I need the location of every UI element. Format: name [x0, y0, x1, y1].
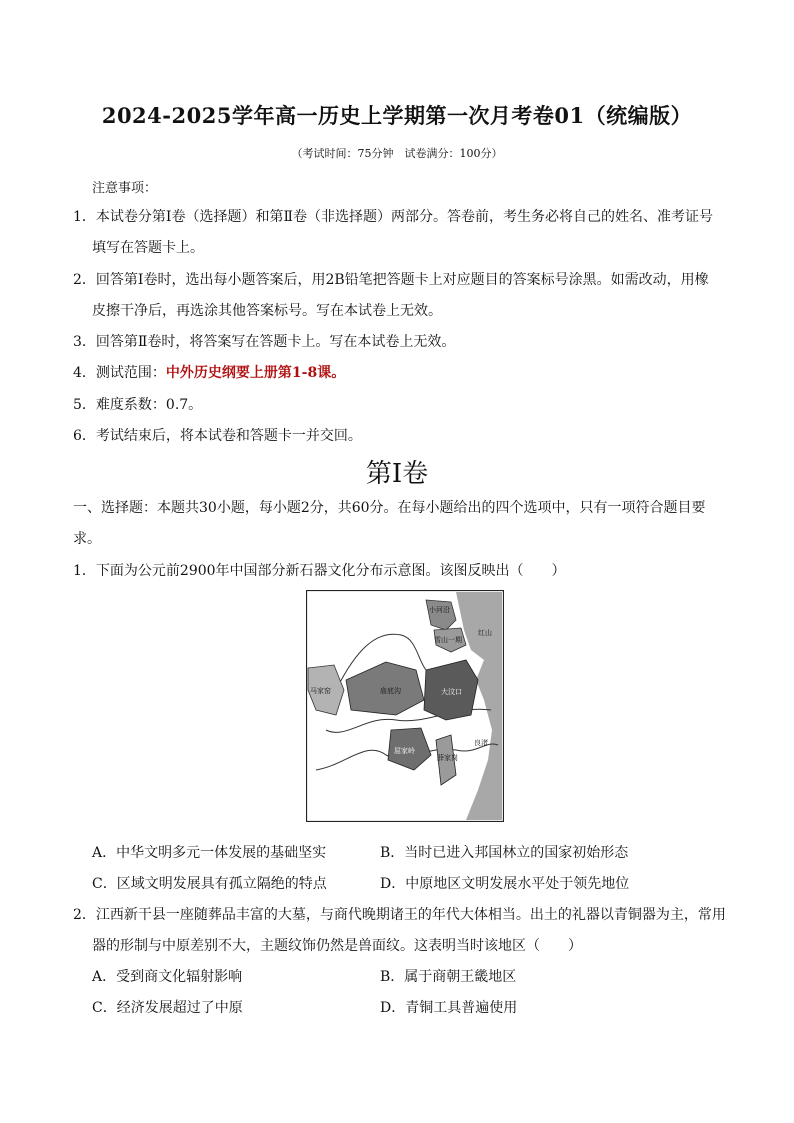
option-label: D． — [380, 876, 406, 892]
option-text: 区域文明发展具有孤立隔绝的特点 — [116, 876, 327, 892]
note-text: 考试结束后，将本试卷和答题卡一并交回。 — [95, 428, 362, 444]
note-item-3 — [73, 331, 455, 351]
note-text: 回答第Ⅱ卷时，将答案写在答题卡上。写在本试卷上无效。 — [95, 334, 456, 350]
note-number: 3． — [73, 334, 96, 350]
question-text: 江西新干县一座随葬品丰富的大墓，与商代晚期诸王的年代大体相当。出土的礼器以青铜器为主，常用 — [95, 907, 726, 923]
option-text: 当时已进入邦国林立的国家初始形态 — [404, 845, 629, 861]
note-text: 测试范围： — [95, 365, 166, 381]
option-text: 中原地区文明发展水平处于领先地位 — [405, 876, 630, 892]
note-item-2-cont: 皮擦干净后，再选涂其他答案标号。写在本试卷上无效。 — [92, 303, 442, 319]
note-text: 难度系数：0.7。 — [95, 397, 203, 413]
section-instruction: 一、选择题：本题共30小题，每小题2分，共60分。在每小题给出的四个选项中，只有一项符合题目要 — [73, 500, 706, 516]
map-label: 红山 — [478, 629, 492, 637]
option-label: C． — [92, 1000, 117, 1016]
question-number: 2． — [73, 907, 96, 923]
option-text: 中华文明多元一体发展的基础坚实 — [116, 845, 327, 861]
page-title: 2024-2025学年高一历史上学期第一次月考卷01（统编版） — [101, 103, 693, 128]
q1-option-a — [92, 842, 326, 862]
option-text: 受到商文化辐射影响 — [116, 969, 243, 985]
map-label: 马家窑 — [310, 687, 331, 695]
q2-option-b — [380, 966, 516, 986]
note-text: 本试卷分第Ⅰ卷（选择题）和第Ⅱ卷（非选择题）两部分。答卷前，考生务必将自己的姓名、准考证号 — [95, 209, 713, 225]
map-label: 屈家岭 — [394, 747, 415, 755]
option-label: B． — [380, 969, 405, 985]
note-number: 4． — [73, 365, 96, 381]
option-label: B． — [380, 845, 405, 861]
question-text: 下面为公元前2900年中国部分新石器文化分布示意图。该图反映出（ ） — [95, 563, 566, 579]
q2-option-d — [380, 997, 517, 1017]
option-label: D． — [380, 1000, 406, 1016]
option-text: 青铜工具普遍使用 — [405, 1000, 518, 1016]
note-number: 6． — [73, 428, 96, 444]
volume-heading: 第Ⅰ卷 — [365, 459, 429, 489]
note-item-2 — [73, 269, 709, 289]
note-number: 2． — [73, 272, 96, 288]
note-item-1-cont: 填写在答题卡上。 — [92, 240, 204, 256]
note-text: 回答第Ⅰ卷时，选出每小题答案后，用2B铅笔把答题卡上对应题目的答案标号涂黑。如需改动，用橡 — [95, 272, 709, 288]
question-1-stem — [73, 560, 566, 580]
note-number: 1． — [73, 209, 96, 225]
q1-option-b — [380, 842, 628, 862]
section-instruction-cont: 求。 — [73, 531, 101, 547]
map-label: 薛家岗 — [437, 754, 458, 762]
option-text: 属于商朝王畿地区 — [404, 969, 517, 985]
question-number: 1． — [73, 563, 96, 579]
q2-option-a — [92, 966, 242, 986]
note-number: 5． — [73, 397, 96, 413]
q1-option-d — [380, 873, 629, 893]
test-scope-highlight: 中外历史纲要上册第1-8课。 — [165, 365, 346, 381]
note-item-5 — [73, 394, 202, 414]
note-item-1 — [73, 206, 713, 226]
notes-heading: 注意事项： — [92, 181, 158, 196]
note-item-6 — [73, 425, 362, 445]
question-2-stem — [73, 904, 726, 924]
q1-option-c — [92, 873, 327, 893]
note-item-4 — [73, 362, 345, 382]
map-label: 雪山一期 — [434, 636, 462, 644]
option-label: A． — [92, 969, 117, 985]
option-text: 经济发展超过了中原 — [116, 1000, 243, 1016]
option-label: A． — [92, 845, 117, 861]
map-label: 良渚 — [474, 739, 488, 747]
exam-info: （考试时间：75分钟 试卷满分：100分） — [291, 147, 503, 160]
neolithic-culture-map — [306, 590, 504, 822]
map-label: 庙底沟 — [380, 687, 401, 695]
map-label: 小河沿 — [429, 606, 450, 614]
option-label: C． — [92, 876, 117, 892]
q2-option-c — [92, 997, 243, 1017]
question-2-stem-cont: 器的形制与中原差别不大，主题纹饰仍然是兽面纹。这表明当时该地区（ ） — [92, 938, 582, 954]
map-label: 大汶口 — [441, 688, 462, 696]
